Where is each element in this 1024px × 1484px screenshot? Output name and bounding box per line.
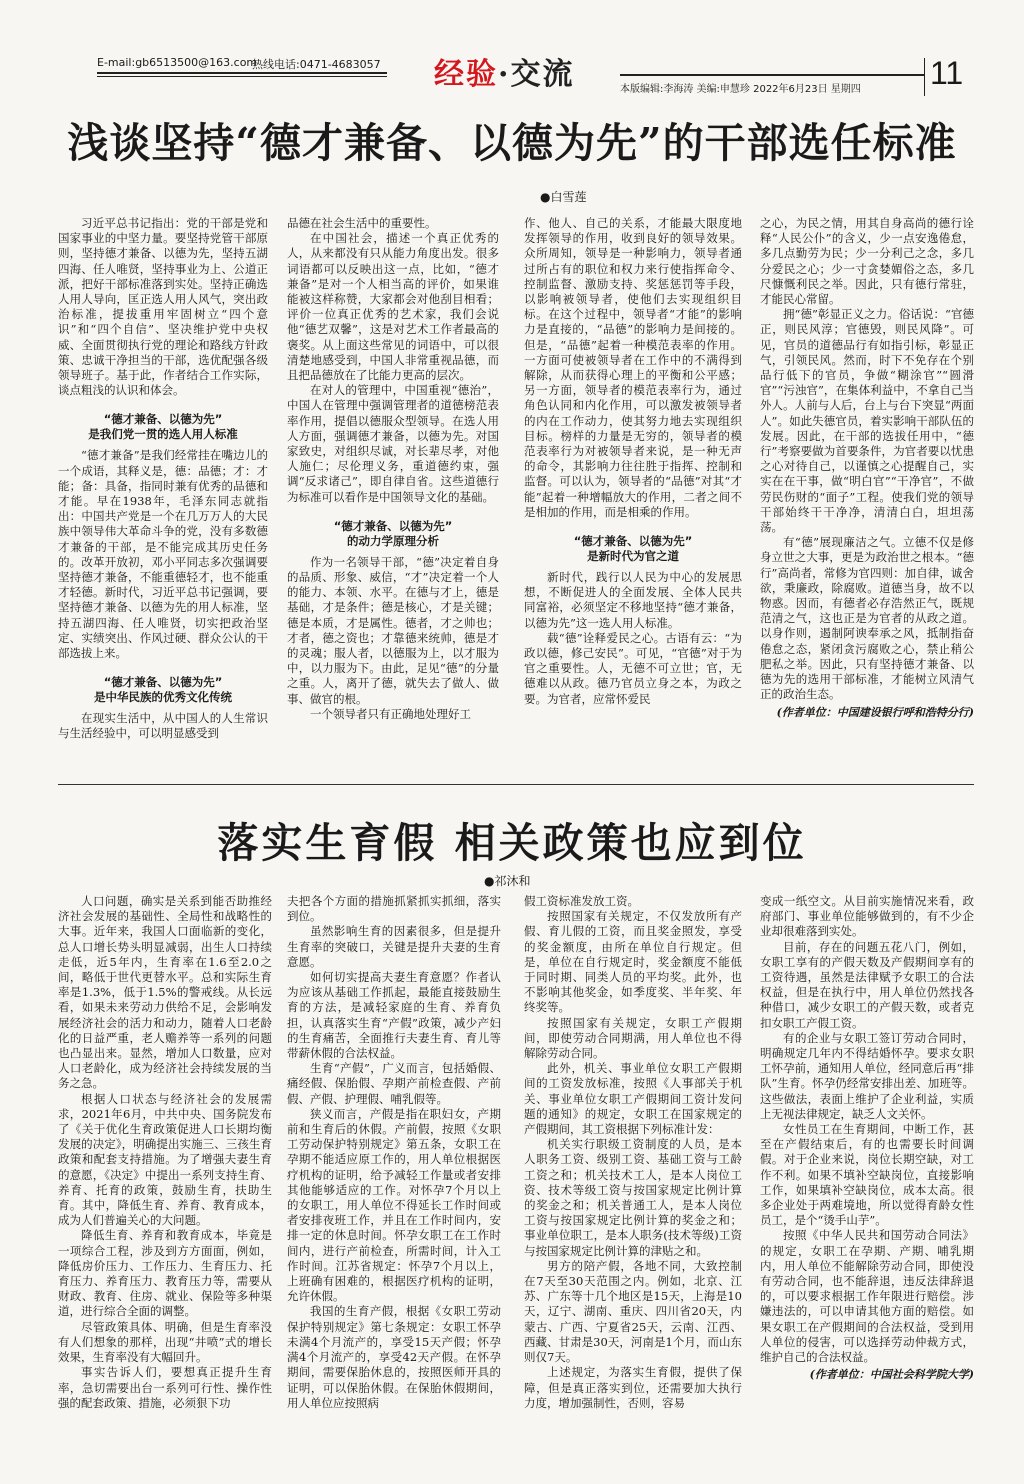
article2-column-2 [287,894,501,1478]
page-number-divider [924,58,925,96]
paragraph: 男方的陪产假，各地不同，大致控制在7天至30天范围之内。例如，北京、江苏、广东等十几个地区是15天，上海是10天，辽宁、湖南、重庆、四川省20天，内蒙古、广西、宁夏省25天，云南、江西、西藏、甘肃是30天，河南是1个月，而山东则仅7天。 [524,1258,742,1365]
subheading-line: 是我们党一贯的选人用人标准 [88,427,238,442]
article1-subheading-1 [58,412,268,442]
subheading-line: 是新时代为官之道 [587,549,679,564]
paragraph: 一个领导者只有正确地处理好工 [310,706,471,721]
header-email: E-mail:gb6513500@163.com [97,56,258,69]
section-title-a: 经验 [434,57,498,92]
subheading-line: “德才兼备、以德为先” [103,412,223,427]
paragraph: 我国的生育产假，根据《女职工劳动保护特别规定》第七条规定：女职工怀孕未满4个月流产的，享受15天产假；怀孕满4个月流产的，享受42天产假。在怀孕期间，需要保胎休息的，按照医师开具的证明，可以保胎休假。在保胎休假期间，用人单位应按照病 [287,1304,501,1410]
paragraph: 习近平总书记指出：党的干部是党和国家事业的中坚力量。要坚持党管干部原则，坚持德才兼备、以德为先，坚持五湖四海、任人唯贤，坚持事业为上、公道正派，把好干部标准落到实处。坚持正确选人用人导向，匡正选人用人风气，突出政治标准，提拔重用牢固树立“四个意识”和“四个自信”、坚决维护党中央权威、全面贯彻执行党的理论和路线方针政策、忠诚干净担当的干部，选优配强各级领导班子。基于此，作者结合工作实际，谈点粗浅的认识和体会。 [58,216,268,398]
section-title [434,49,574,93]
paragraph: 之心，为民之情，用其自身高尚的德行诠释“人民公仆”的含义，少一点安逸倦怠，多几点勤劳为民；少一分利己之念，多几分爱民之心；少一寸贪婪媚俗之态，多几尺慷慨利民之举。因此，只有德行常驻，才能民心常留。 [760,216,974,307]
paragraph: 目前，存在的问题五花八门，例如，女职工享有的产假天数及产假期间享有的工资待遇，虽然是法律赋予女职工的合法权益，但是在执行中，用人单位仍然找各种借口，减少女职工的产假天数，或者克扣女职工产假工资。 [760,939,974,1030]
paragraph: 狭义而言，产假是指在职妇女，产期前和生育后的休假。产前假，按照《女职工劳动保护特别规定》第五条，女职工在孕期不能适应原工作的，用人单位根据医疗机构的证明，给予减轻工作量或者安排其他能够适应的工作。对怀孕7个月以上的女职工，用人单位不得延长工作时间或者安排夜班工作，并且在工作时间内，安排一定的休息时间。怀孕女职工在工作时间内，进行产前检查，所需时间，计入工作时间。江苏省规定：怀孕7个月以上，上班确有困难的，根据医疗机构的证明，允许休假。 [287,1106,501,1304]
subheading-line: “德才兼备、以德为先” [333,518,453,533]
subheading-line: “德才兼备、以德为先” [573,534,693,549]
paragraph: 上述规定，为落实生育假，提供了保障，但是真正落实到位，还需要加大执行力度，增加强制性，否则，容易 [524,1365,742,1410]
paragraph: 按照《中华人民共和国劳动合同法》的规定，女职工在孕期、产期、哺乳期内，用人单位不能解除劳动合同，即使没有劳动合同，也不能辞退，违反法律辞退的，可以要求根据工作年限进行赔偿。涉嫌违法的，可以申请其他方面的赔偿。如果女职工在产假期间的合法权益，受到用人单位的侵害，可以选择劳动仲裁方式，维护自己的合法权益。 [760,1228,974,1365]
article1-title: 浅谈坚持“德才兼备、以德为先”的干部选任标准 [67,119,957,167]
paragraph: 有的企业与女职工签订劳动合同时，明确规定几年内不得结婚怀孕。要求女职工怀孕前，通知用人单位，经同意后再“排队”生育。怀孕仍经常安排出差、加班等。这些做法，表面上维护了企业利益，实质上无视法律规定，缺乏人文关怀。 [760,1030,974,1121]
article2-title: 落实生育假 相关政策也应到位 [217,819,807,867]
paragraph: 在中国社会，描述一个真正优秀的人，从来都没有只从能力角度出发。很多词语都可以反映出这一点，比如，“德才兼备”是对一个人相当高的评价，如果谁能被这样称赞，大家都会对他刮目相看；评价一位真正优秀的艺术家，我们会说他“德艺双馨”，这是对艺术工作者最高的褒奖。从上面这些常见的词语中，可以很清楚地感受到，中国人非常重视品德，而且把品德放在了比能力更高的层次。 [287,231,499,383]
article1-column-1 [58,216,268,776]
article1-column-2 [287,216,499,776]
header-rule [97,72,387,74]
article1-byline: ●白雪莲 [540,190,587,204]
paragraph: 有“德”展现廉洁之气。立德不仅是修身立世之大事，更是为政治世之根本。“德行”高尚者，常修为官四则：加自律，诚舍欲，秉廉政，除腐败。道德当身，故不以物惑。因而，有德者必存浩然正气，既规范清之气，这也正是为官者的从政之道。以身作则，遏制阿谀奉承之风，抵制指奋倦怠之态，紧闭贪污腐败之心，禁止稍公肥私之举。因此，只有坚持德才兼备、以德为先的选用干部标准，才能树立风清气正的政治生态。 [760,535,974,702]
paragraph: 人口问题，确实是关系到能否助推经济社会发展的基础性、全局性和战略性的大事。近年来，我国人口面临新的变化，总人口增长势头明显减弱，出生人口持续走低，近5年内，生育率在1.6至2.0之间，略低于世代更替水平。总和实际生育率是1.3%，低于1.5%的警戒线。从长远看，如果未来劳动力供给不足，会影响发展经济社会的活力和动力，随着人口老龄化的日益严重，老人赡养等一系列的问题也凸显出来。显然，增加人口数量，应对人口老龄化，成为经济社会持续发展的当务之急。 [58,894,272,1091]
section-title-dot: · [498,57,511,92]
article2-byline: ●祁沐和 [484,874,531,888]
paragraph: 机关实行职级工资制度的人员，是本人职务工资、级别工资、基础工资与工龄工资之和；机关技术工人，是本人岗位工资、技术等级工资与按国家规定比例计算的奖金之和；机关普通工人，是本人岗位工资与按国家规定比例计算的奖金之和；事业单位职工，是本人职务(技术等级)工资与按国家规定比例计算的津贴之和。 [524,1137,742,1258]
paragraph: 此外，机关、事业单位女职工产假期间的工资发放标准，按照《人事部关于机关、事业单位女职工产假期间工资计发问题的通知》的规定，女职工在国家规定的产假期间，其工资根据下列标准计发： [524,1061,742,1137]
paragraph: 载“德”诠释爱民之心。古语有云：“为政以德，修己安民”。可见，“官德”对于为官之重要性。人，无德不可立世；官，无德难以从政。德乃官员立身之本，为政之要。为官者，应常怀爱民 [524,630,742,706]
subheading-line: 的动力学原理分析 [347,533,439,548]
header-phone: 热线电话:0471-4683057 [252,58,381,71]
paragraph: 根据人口状态与经济社会的发展需求，2021年6月，中共中央、国务院发布了《关于优化生育政策促进人口长期均衡发展的决定》，明确提出实施三、三孩生育政策和配套支持措施。为了增强夫妻生育的意愿，《决定》中提出一系列支持生育、养育、托育的政策，鼓励生育，扶助生育。其中，降低生育、养育、教育成本，成为人们普遍关心的大问题。 [58,1091,272,1228]
section-title-b: 交流 [510,57,575,92]
paragraph: 作、他人、自己的关系，才能最大限度地发挥领导的作用，收到良好的领导效果。众所周知，领导是一种影响力，领导者通过所占有的职位和权力来行使指挥命令、控制监督、激励支持、奖惩惩罚等手段，以影响被领导者，使他们去实现组织目标。在这个过程中，领导者“才能”的影响力是直接的，“品德”的影响力是间接的。但是，“品德”起着一种模范表率的作用。一方面可使被领导者在工作中的不满得到解除，从而获得心理上的平衡和公平感；另一方面，领导者的模范表率行为，通过角色认同和内化作用，可以激发被领导者的内在工作动力，使其努力地去实现组织目标。榜样的力量是无穷的，领导者的模范表率行为对被领导者来说，是一种无声的命令，其影响力往往胜于指挥、控制和监督。可以认为，领导者的“品德”对其“才能”起着一种增幅放大的作用，二者之间不是相加的作用，而是相乘的作用。 [524,216,742,519]
article2-column-1 [58,894,272,1478]
paragraph: 虽然影响生育的因素很多，但是提升生育率的突破口，关键是提升夫妻的生育意愿。 [287,924,501,969]
header-meta: 本版编辑:李海涛 美编:申慧珍 2022年6月23日 星期四 [620,84,861,95]
article2-source: (作者单位：中国社会科学院大学) [809,1368,974,1382]
paragraph: 作为一名领导干部，“德”决定着自身的品质、形象、威信，“才”决定着一个人的能力、本领、水平。在德与才上，德是基础，才是条件；德是核心，才是关键；德是本质，才是属性。德者，才之帅也；才者，德之资也；才靠德来统帅，德是才的灵魂；服人者，以德服为上，以才服为中，以力服为下。由此，足见“德”的分量之重。人，离开了德，就失去了做人、做事、做官的根。 [287,554,499,706]
article2-column-3 [524,894,742,1478]
paragraph: 新时代，践行以人民为中心的发展思想，不断促进人的全面发展、全体人民共同富裕，必须坚定不移地坚持“德才兼备，以德为先”这一选人用人标准。 [524,570,742,630]
article1-subheading-3 [287,519,499,549]
paragraph: 如何切实提高夫妻生育意愿？作者认为应该从基础工作抓起，最能直接鼓励生育的方法，是减轻家庭的生育、养育负担，认真落实生育“产假”政策，减少产妇的生育痛苦，全面推行夫妻生育、育儿等带薪休假的合法权益。 [287,970,501,1061]
page-number: 11 [930,55,964,91]
subheading-line: “德才兼备、以德为先” [103,675,223,690]
subheading-line: 是中华民族的优秀文化传统 [94,690,232,705]
paragraph: 尽管政策具体、明确，但是生育率没有人们想象的那样，出现“井喷”式的增长效果，生育率没有大幅回升。 [58,1319,272,1365]
header-rule-thin [97,76,387,77]
paragraph: “德才兼备”是我们经常挂在嘴边儿的一个成语，其释义是，德：品德；才：才能；备：具备，指同时兼有优秀的品德和才能。早在1938年，毛泽东同志就指出：中国共产党是一个在几万万人的大民族中领导伟大革命斗争的党，没有多数德才兼备的干部，是不能完成其历史任务的。改革开放初，邓小平同志多次强调要坚持德才兼备，不能重德轻才，也不能重才轻德。新时代，习近平总书记强调，要坚持德才兼备、以德为先的用人标准，坚持五湖四海、任人唯贤，切实把政治坚定、实绩突出、作风过硬、群众公认的干部选拔上来。 [58,448,268,661]
article-divider [58,784,974,785]
paragraph: 在对人的管理中，中国重视“德治”，中国人在管理中强调管理者的道德榜范表率作用，提倡以德服众型领导。在选人用人方面，强调德才兼备，以德为先。对国家致史，对组织尽诚，对长辈尽孝，对他人施仁；尽伦理义务，重道德约束，强调“反求诸己”，即自律自省。这些道德行为标准可以看作是中国领导文化的基础。 [287,383,499,504]
paragraph: 按照国家有关规定，女职工产假期间，即使劳动合同期满，用人单位也不得解除劳动合同。 [524,1015,742,1061]
article1-subheading-2 [58,675,268,705]
paragraph: 按照国家有关规定，不仅发放所有产假、育儿假的工资，而且奖金照发，享受的奖金额度，由所在单位自行规定。但是，单位在自行规定时，奖金额度不能低于同时期、同类人员的平均奖。此外，也不影响其他奖金，如季度奖、半年奖、年终奖等。 [524,909,742,1015]
paragraph: 拥“德”彰显正义之力。俗话说：“官德正，则民风淳；官德毁，则民风降”。可见，官员的道德品行有如指引标，彰显正气，引领民风。然而，时下不免存在个别品行低下的官员，争做“糊涂官”“圆滑官”“污浊官”，在集体利益中，不拿自己当外人。人前与人后，台上与台下突显“两面人”。如此失德官员，着实影响干部队伍的发展。因此，在干部的选拔任用中，“德行”考察要做为首要条件，为官者要以忧患之心对待自己，以谨慎之心提醒自己，实实在在干事，做“明白官”“干净官”，不做劳民伤财的“面子”工程。使我们党的领导干部始终干干净净，清清白白，坦坦荡荡。 [760,307,974,535]
paragraph: 事实告诉人们，要想真正提升生育率，急切需要出台一系列可行性、操作性强的配套政策、措施，必须狠下功 [58,1365,272,1410]
article1-column-4 [760,216,974,778]
article1-column-3 [524,216,742,776]
article2-column-4 [760,894,974,1478]
paragraph: 在现实生活中，从中国人的人生常识与生活经验中，可以明显感受到 [58,711,268,741]
paragraph: 变成一纸空文。从目前实施情况来看，政府部门、事业单位能够做到的，有不少企业却很难落到实处。 [760,894,974,939]
paragraph: 降低生育、养育和教育成本，毕竟是一项综合工程，涉及到方方面面，例如，降低房价压力、工作压力、生育压力、托育压力、养育压力、教育压力等，需要从财政、教育、住房、就业、保险等多种渠道，进行综合全面的调整。 [58,1228,272,1319]
paragraph: 生育“产假”，广义而言，包括婚假、痛经假、保胎假、孕期产前检查假、产前假、产假、护理假、哺乳假等。 [287,1061,501,1106]
paragraph: 女性员工在生育期间，中断工作，甚至在产假结束后，有的也需要长时间调假。对于企业来说，岗位长期空缺，对工作不利。如果不填补空缺岗位，直接影响工作，如果填补空缺岗位，成本太高。很多企业处于两难境地，所以觉得育龄女性员工，是个“烫手山芋”。 [760,1122,974,1228]
header-rule-right [620,74,925,76]
paragraph: 假工资标准发放工资。 [524,894,639,908]
article1-source: (作者单位：中国建设银行呼和浩特分行) [776,705,974,719]
article1-subheading-4 [524,534,742,564]
paragraph: 夫把各个方面的措施抓紧抓实抓细，落实到位。 [287,894,501,924]
paragraph: 品德在社会生活中的重要性。 [287,216,437,230]
